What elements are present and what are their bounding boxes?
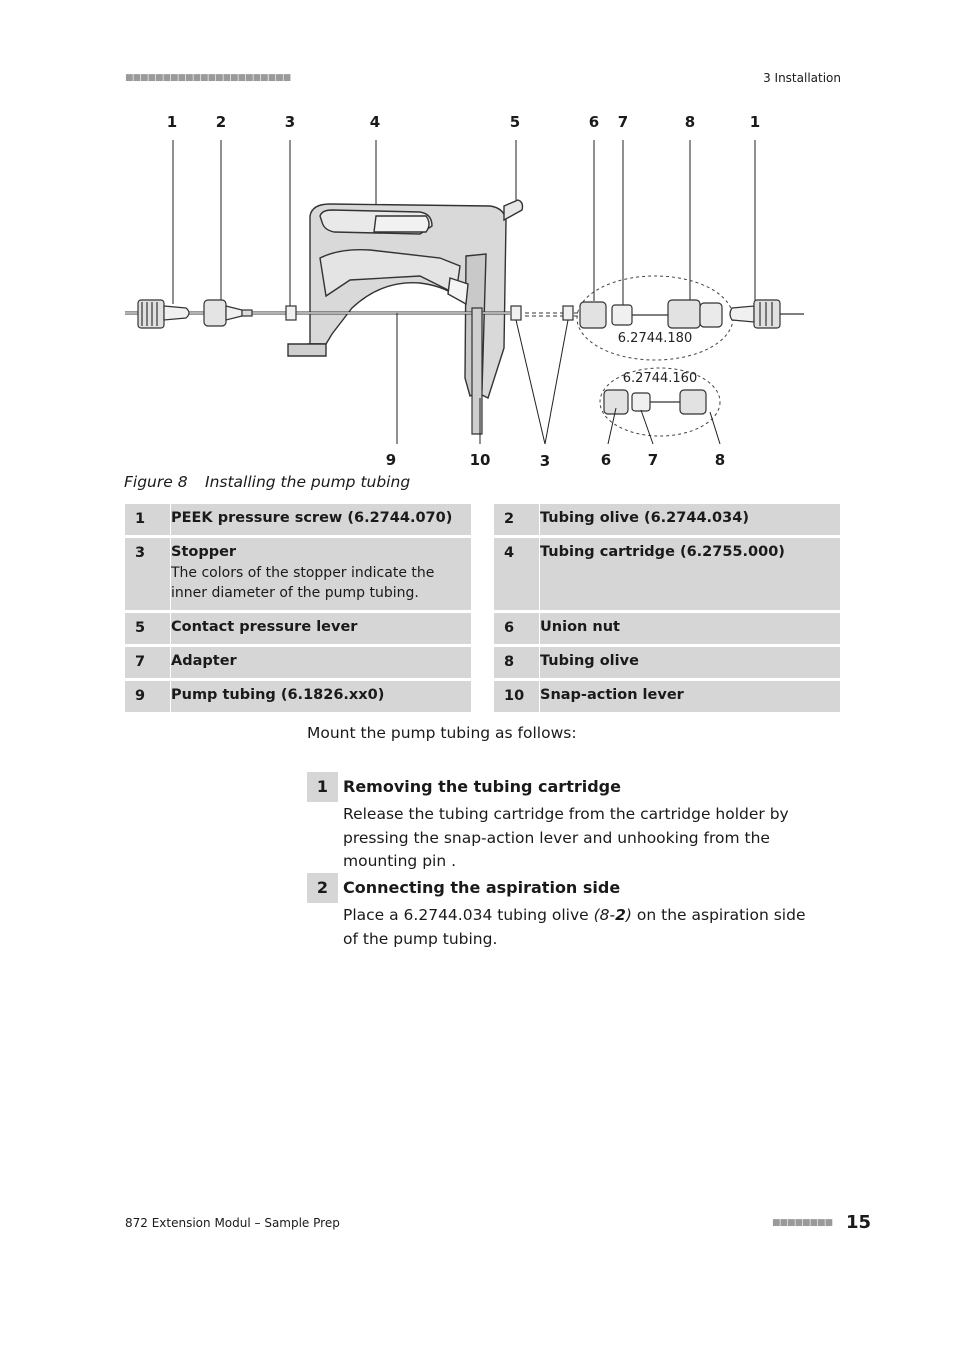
step-text — [343, 904, 823, 951]
callout-7-bottom: 7 — [647, 451, 659, 469]
legend-item — [494, 504, 840, 535]
stopper-right — [511, 306, 521, 320]
callout-2-top: 2 — [215, 113, 227, 131]
legend-item — [494, 538, 840, 610]
callout-9-bottom: 9 — [385, 451, 397, 469]
callout-1-top: 1 — [166, 113, 178, 131]
legend-item — [125, 504, 471, 535]
figure-caption-text: Installing the pump tubing — [205, 473, 411, 491]
legend-description: The colors of the stopper indicate the inner diameter of the pump tubing. — [171, 565, 435, 601]
legend-table — [125, 504, 840, 715]
page-number: 15 — [846, 1212, 872, 1233]
legend-item — [494, 681, 840, 712]
callout-10-bottom: 10 — [469, 451, 491, 469]
figure-caption — [124, 473, 410, 491]
legend-title: Union nut — [540, 619, 620, 635]
legend-row — [125, 647, 840, 678]
callout-3-bottom: 3 — [539, 452, 551, 470]
callout-3-top: 3 — [284, 113, 296, 131]
callout-8-bottom: 8 — [714, 451, 726, 469]
step-text-after: on the aspiration side of the pump tubing. — [343, 906, 806, 948]
footer-title: 872 Extension Modul – Sample Prep — [125, 1216, 340, 1230]
legend-number: 8 — [504, 654, 515, 670]
legend-row — [125, 504, 840, 535]
callout-1b-top: 1 — [749, 113, 761, 131]
callout-6-top: 6 — [588, 113, 600, 131]
step-number: 1 — [307, 772, 338, 802]
union-nut-assembly — [580, 300, 722, 328]
legend-number: 6 — [504, 620, 515, 636]
tubing-cartridge — [288, 200, 523, 398]
pressure-screw-left — [138, 300, 189, 328]
legend-number: 5 — [135, 620, 146, 636]
part-number-160: 6.2744.160 — [622, 371, 698, 386]
callout-5-top: 5 — [509, 113, 521, 131]
legend-title: Tubing cartridge (6.2755.000) — [540, 544, 785, 560]
pump-tubing-illustration — [120, 108, 820, 474]
legend-title: Pump tubing (6.1826.xx0) — [171, 687, 385, 703]
tubing-olive-left — [204, 300, 252, 326]
step-number: 2 — [307, 873, 338, 903]
figure-reference: (8-2) — [593, 906, 632, 924]
legend-title: PEEK pressure screw (6.2744.070) — [171, 510, 453, 526]
legend-number: 4 — [504, 545, 515, 561]
callout-7-top: 7 — [617, 113, 629, 131]
legend-title: Tubing olive — [540, 653, 639, 669]
step-1 — [307, 772, 837, 870]
legend-number: 3 — [135, 545, 146, 561]
intro-text: Mount the pump tubing as follows: — [307, 724, 577, 742]
legend-title: Adapter — [171, 653, 237, 669]
footer-decoration: ■■■■■■■■ — [772, 1218, 833, 1228]
legend-number: 1 — [135, 511, 146, 527]
header-decoration: ■■■■■■■■■■■■■■■■■■■■■■ — [125, 73, 291, 83]
legend-item — [125, 647, 471, 678]
callout-6-bottom: 6 — [600, 451, 612, 469]
adapter-assembly — [604, 390, 706, 414]
legend-item — [125, 538, 471, 610]
step-text: Release the tubing cartridge from the cartridge holder by pressing the snap-action lever and unhooking from the mounting pin . — [343, 805, 789, 870]
header-chapter: 3 Installation — [763, 71, 841, 85]
step-title: Removing the tubing cartridge — [343, 777, 621, 796]
pressure-screw-right — [730, 300, 804, 328]
callout-4-top: 4 — [369, 113, 381, 131]
figure-caption-number: Figure 8 — [124, 473, 188, 491]
step-title: Connecting the aspiration side — [343, 878, 621, 897]
legend-item — [125, 681, 471, 712]
legend-title: Stopper — [171, 544, 237, 560]
legend-number: 7 — [135, 654, 146, 670]
legend-title: Snap-action lever — [540, 687, 684, 703]
legend-row — [125, 681, 840, 712]
legend-number: 10 — [504, 688, 525, 704]
legend-row — [125, 538, 840, 610]
legend-number: 9 — [135, 688, 146, 704]
callout-8-top: 8 — [684, 113, 696, 131]
step-text-before: Place a 6.2744.034 tubing olive — [343, 906, 594, 924]
legend-item — [494, 613, 840, 644]
legend-title: Tubing olive (6.2744.034) — [540, 510, 749, 526]
legend-item — [494, 647, 840, 678]
stopper-left — [286, 306, 296, 320]
legend-number: 2 — [504, 511, 515, 527]
step-2 — [307, 873, 837, 953]
part-number-180: 6.2744.180 — [617, 331, 693, 346]
legend-item — [125, 613, 471, 644]
legend-title: Contact pressure lever — [171, 619, 358, 635]
legend-row — [125, 613, 840, 644]
